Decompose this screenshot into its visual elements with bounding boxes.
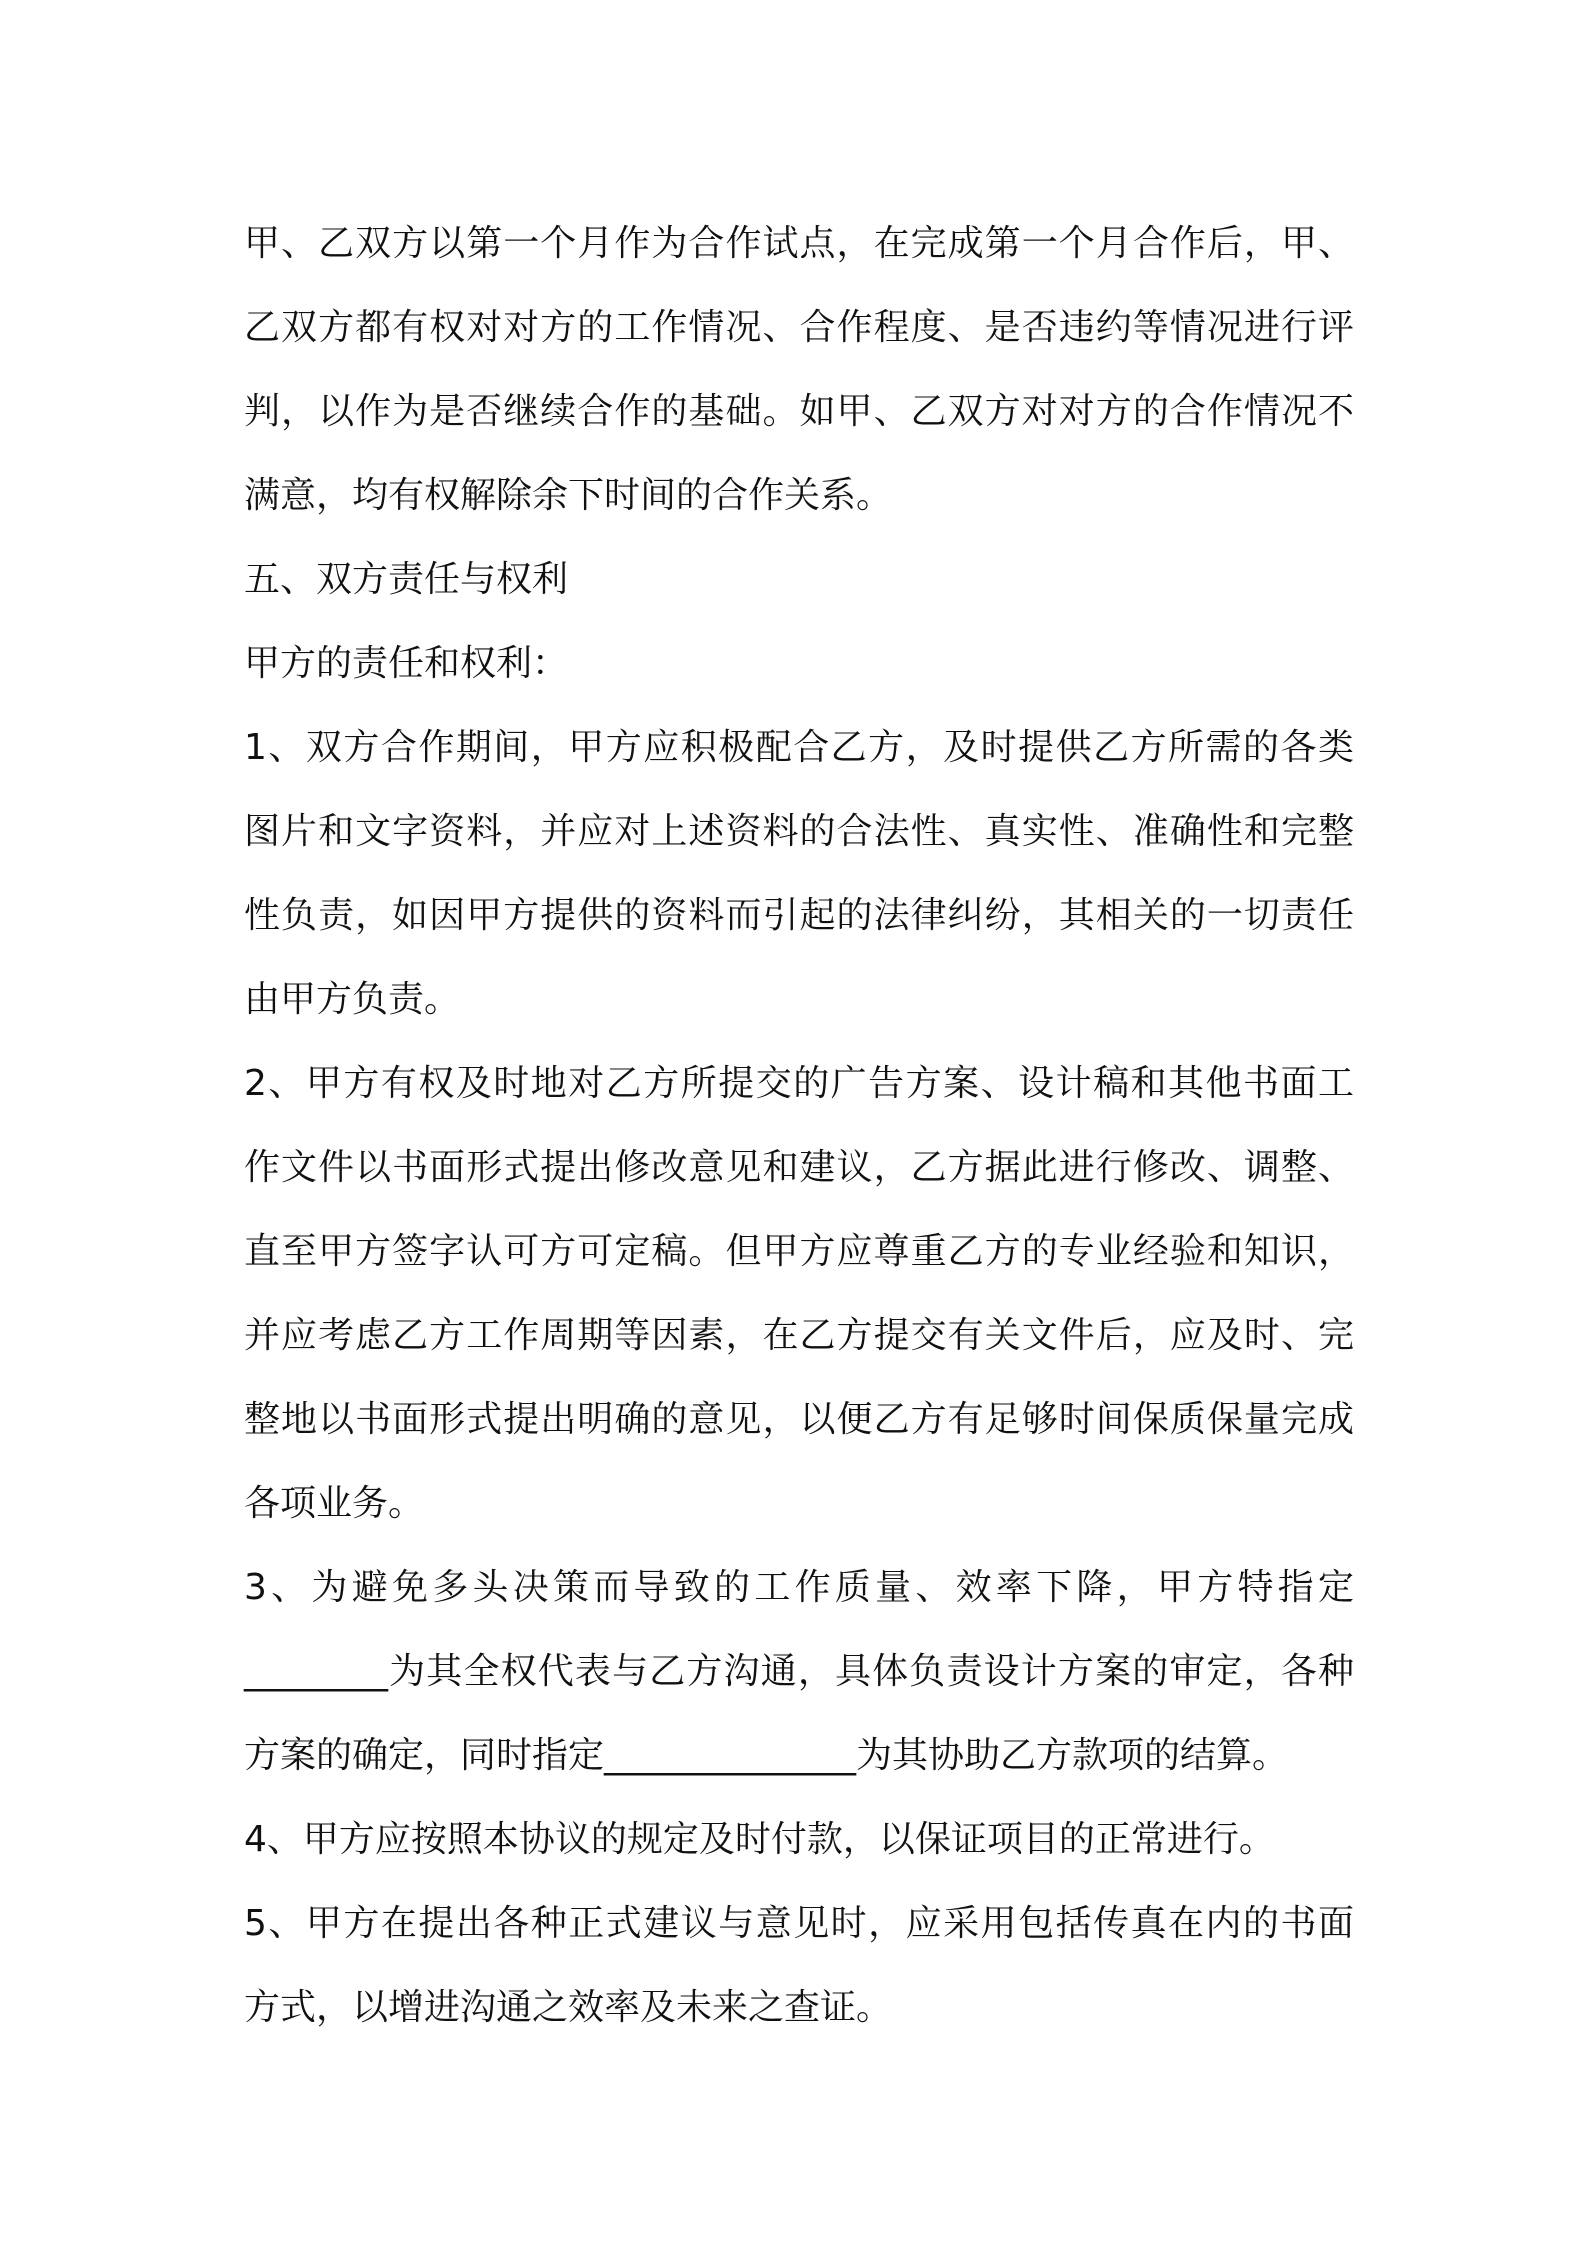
text-line: 方式，以增进沟通之效率及未来之查证。 xyxy=(244,1987,893,2028)
clause-4 xyxy=(244,1798,1354,1882)
clause-3 xyxy=(244,1546,1354,1798)
text-line: 直至甲方签字认可方可定稿。但甲方应尊重乙方的专业经验和知识， xyxy=(244,1231,1354,1272)
text-line: 甲、乙双方以第一个月作为合作试点，在完成第一个月合作后，甲、 xyxy=(244,223,1354,264)
clause-5 xyxy=(244,1882,1354,2050)
text-line: 判，以作为是否继续合作的基础。如甲、乙双方对对方的合作情况不 xyxy=(244,391,1354,432)
text-line: 5、甲方在提出各种正式建议与意见时，应采用包括传真在内的书面 xyxy=(244,1903,1354,1944)
text-line: 2、甲方有权及时地对乙方所提交的广告方案、设计稿和其他书面工 xyxy=(244,1063,1354,1104)
text-line: ________为其全权代表与乙方沟通，具体负责设计方案的审定，各种 xyxy=(244,1651,1354,1692)
clause-1 xyxy=(244,706,1354,1042)
text-line: 4、甲方应按照本协议的规定及时付款，以保证项目的正常进行。 xyxy=(244,1819,1275,1860)
document-body xyxy=(244,202,1354,2050)
text-line: 并应考虑乙方工作周期等因素，在乙方提交有关文件后，应及时、完 xyxy=(244,1315,1354,1356)
text-line: 性负责，如因甲方提供的资料而引起的法律纠纷，其相关的一切责任 xyxy=(244,895,1354,936)
text-line: 五、双方责任与权利 xyxy=(244,559,569,600)
text-line: 3、为避免多头决策而导致的工作质量、效率下降，甲方特指定 xyxy=(244,1567,1354,1608)
text-line: 各项业务。 xyxy=(244,1483,425,1524)
text-line: 乙双方都有权对对方的工作情况、合作程度、是否违约等情况进行评 xyxy=(244,307,1354,348)
text-line: 图片和文字资料，并应对上述资料的合法性、真实性、准确性和完整 xyxy=(244,811,1354,852)
text-line: 1、双方合作期间，甲方应积极配合乙方，及时提供乙方所需的各类 xyxy=(244,727,1354,768)
text-line: 由甲方负责。 xyxy=(244,979,461,1020)
text-line: 满意，均有权解除余下时间的合作关系。 xyxy=(244,475,893,516)
section-heading xyxy=(244,538,1354,622)
subsection-heading xyxy=(244,622,1354,706)
clause-2 xyxy=(244,1042,1354,1546)
paragraph-trial-period xyxy=(244,202,1354,538)
text-line: 方案的确定，同时指定______________为其协助乙方款项的结算。 xyxy=(244,1735,1289,1776)
text-line: 整地以书面形式提出明确的意见，以便乙方有足够时间保质保量完成 xyxy=(244,1399,1354,1440)
text-line: 甲方的责任和权利： xyxy=(244,643,569,684)
text-line: 作文件以书面形式提出修改意见和建议，乙方据此进行修改、调整、 xyxy=(244,1147,1354,1188)
